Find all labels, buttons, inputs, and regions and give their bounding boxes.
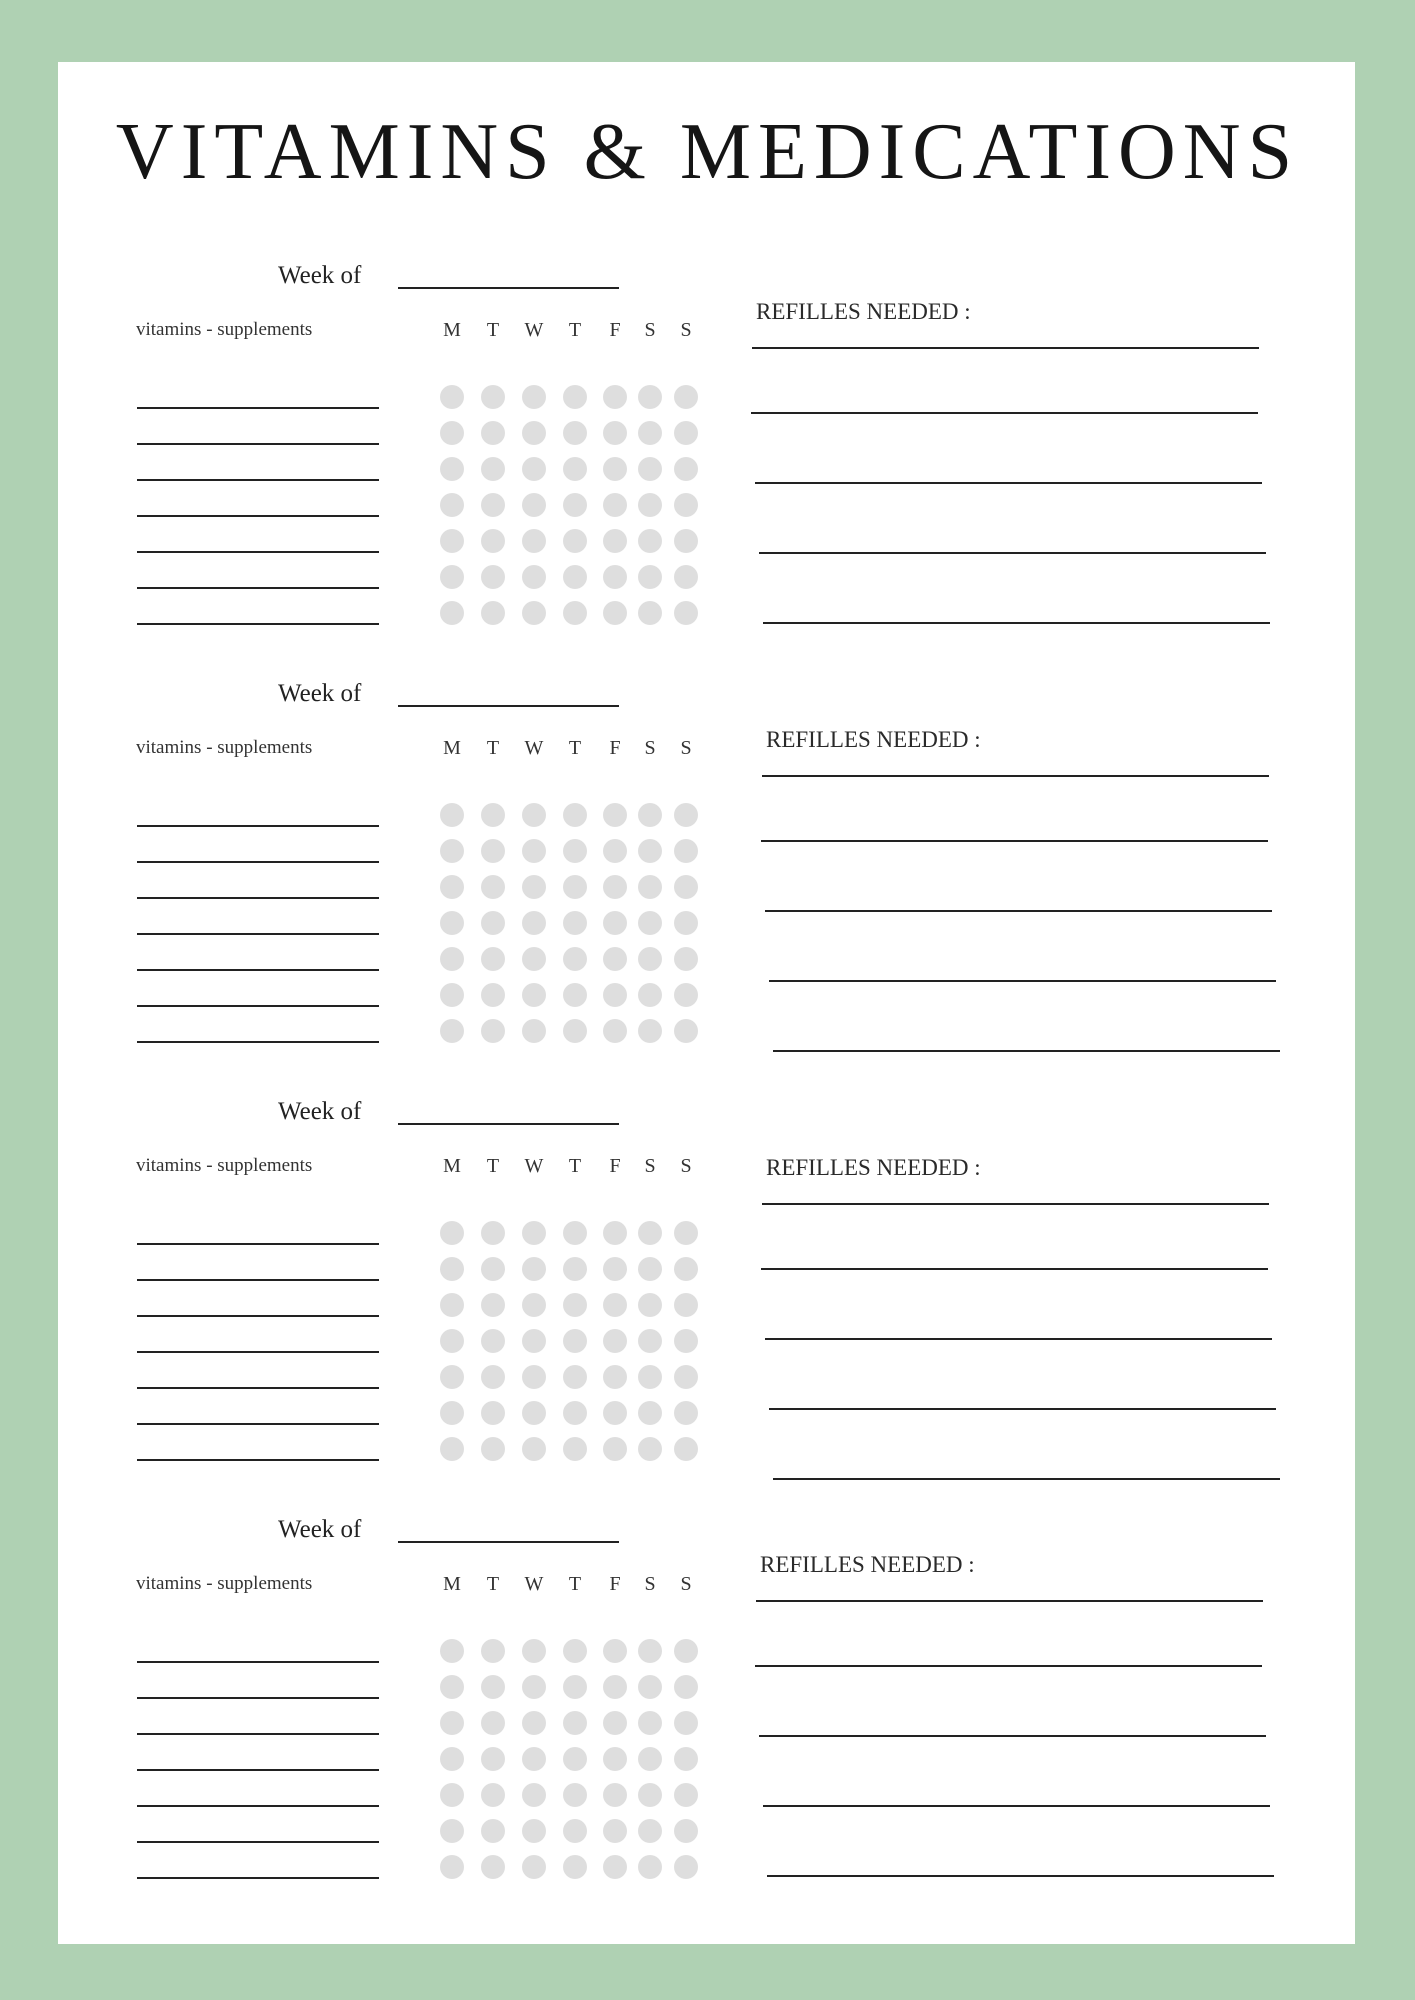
checkoff-dot[interactable]	[603, 1639, 627, 1663]
refill-entry-line[interactable]	[773, 1050, 1280, 1052]
vitamin-entry-line[interactable]	[137, 1805, 379, 1807]
checkoff-dot[interactable]	[522, 875, 546, 899]
vitamin-entry-line[interactable]	[137, 969, 379, 971]
vitamin-entry-line[interactable]	[137, 1697, 379, 1699]
refill-entry-line[interactable]	[759, 552, 1266, 554]
vitamin-entry-line[interactable]	[137, 1661, 379, 1663]
checkoff-dot[interactable]	[603, 983, 627, 1007]
refill-entry-line[interactable]	[767, 1875, 1274, 1877]
checkoff-dot[interactable]	[481, 1365, 505, 1389]
week-section	[0, 1510, 1415, 1910]
day-header: S	[680, 319, 692, 341]
vitamins-header: vitamins - supplements	[136, 1573, 313, 1594]
checkoff-dot[interactable]	[638, 565, 662, 589]
refill-entry-line[interactable]	[769, 1408, 1276, 1410]
vitamin-entry-line[interactable]	[137, 1351, 379, 1353]
checkoff-dot[interactable]	[603, 1437, 627, 1461]
vitamin-entry-line[interactable]	[137, 1877, 379, 1879]
checkoff-dot[interactable]	[638, 385, 662, 409]
vitamin-entry-line[interactable]	[137, 407, 379, 409]
checkoff-dot[interactable]	[522, 1819, 546, 1843]
checkoff-dot[interactable]	[440, 1711, 464, 1735]
vitamin-entry-line[interactable]	[137, 1279, 379, 1281]
vitamin-entry-line[interactable]	[137, 933, 379, 935]
checkoff-dot[interactable]	[674, 1747, 698, 1771]
checkoff-dot[interactable]	[440, 1855, 464, 1879]
checkoff-dot[interactable]	[522, 1855, 546, 1879]
checkoff-dot[interactable]	[563, 1293, 587, 1317]
day-header: S	[644, 1573, 656, 1595]
checkoff-dot[interactable]	[674, 457, 698, 481]
day-header: T	[568, 737, 582, 759]
day-header: F	[609, 737, 621, 759]
checkoff-dot[interactable]	[563, 839, 587, 863]
checkoff-dot[interactable]	[481, 1293, 505, 1317]
checkoff-dot[interactable]	[481, 1401, 505, 1425]
vitamin-entry-line[interactable]	[137, 1733, 379, 1735]
checkoff-dot[interactable]	[638, 803, 662, 827]
checkoff-dot[interactable]	[481, 1257, 505, 1281]
checkoff-dot[interactable]	[563, 1783, 587, 1807]
checkoff-dot[interactable]	[440, 1639, 464, 1663]
checkoff-dot[interactable]	[522, 1783, 546, 1807]
checkoff-dot[interactable]	[563, 1747, 587, 1771]
checkoff-dot[interactable]	[481, 1783, 505, 1807]
checkoff-dot[interactable]	[638, 1257, 662, 1281]
refill-entry-line[interactable]	[761, 840, 1268, 842]
checkoff-dot[interactable]	[522, 1747, 546, 1771]
refills-needed-heading: REFILLES NEEDED :	[766, 1155, 981, 1180]
checkoff-dot[interactable]	[563, 493, 587, 517]
checkoff-dot[interactable]	[603, 911, 627, 935]
checkoff-dot[interactable]	[638, 911, 662, 935]
checkoff-dot[interactable]	[563, 947, 587, 971]
checkoff-dot[interactable]	[638, 1639, 662, 1663]
checkoff-dot[interactable]	[603, 875, 627, 899]
checkoff-dot[interactable]	[603, 1019, 627, 1043]
refill-entry-line[interactable]	[773, 1478, 1280, 1480]
checkoff-dot[interactable]	[674, 1293, 698, 1317]
vitamin-entry-line[interactable]	[137, 1423, 379, 1425]
checkoff-dot[interactable]	[674, 1257, 698, 1281]
checkoff-dot[interactable]	[522, 457, 546, 481]
week-of-label: Week of	[278, 1098, 362, 1125]
refill-entry-line[interactable]	[763, 1805, 1270, 1807]
checkoff-dot[interactable]	[674, 1783, 698, 1807]
checkoff-dot[interactable]	[440, 1401, 464, 1425]
checkoff-dot[interactable]	[674, 1329, 698, 1353]
checkoff-dot[interactable]	[481, 1711, 505, 1735]
checkoff-dot[interactable]	[481, 529, 505, 553]
checkoff-dot[interactable]	[522, 565, 546, 589]
checkoff-dot[interactable]	[603, 565, 627, 589]
checkoff-dot[interactable]	[603, 803, 627, 827]
checkoff-dot[interactable]	[522, 529, 546, 553]
checkoff-dot[interactable]	[638, 1365, 662, 1389]
vitamin-entry-line[interactable]	[137, 587, 379, 589]
vitamin-entry-line[interactable]	[137, 1243, 379, 1245]
checkoff-dot[interactable]	[563, 911, 587, 935]
refills-needed-heading: REFILLES NEEDED :	[756, 299, 971, 324]
refill-entry-line[interactable]	[752, 347, 1259, 349]
checkoff-dot[interactable]	[638, 1819, 662, 1843]
vitamin-entry-line[interactable]	[137, 1005, 379, 1007]
vitamins-header: vitamins - supplements	[136, 319, 313, 340]
checkoff-dot[interactable]	[638, 1329, 662, 1353]
checkoff-dot[interactable]	[603, 1221, 627, 1245]
vitamin-entry-line[interactable]	[137, 1841, 379, 1843]
checkoff-dot[interactable]	[603, 457, 627, 481]
checkoff-dot[interactable]	[522, 1221, 546, 1245]
checkoff-dot[interactable]	[674, 493, 698, 517]
vitamin-entry-line[interactable]	[137, 479, 379, 481]
checkoff-dot[interactable]	[522, 421, 546, 445]
checkoff-dot[interactable]	[638, 1783, 662, 1807]
week-date-field[interactable]	[398, 705, 619, 707]
checkoff-dot[interactable]	[603, 1365, 627, 1389]
checkoff-dot[interactable]	[481, 1747, 505, 1771]
checkoff-dot[interactable]	[603, 1675, 627, 1699]
day-header: W	[524, 1155, 544, 1177]
day-header: M	[443, 319, 461, 341]
checkoff-dot[interactable]	[563, 565, 587, 589]
checkoff-dot[interactable]	[563, 1675, 587, 1699]
vitamin-entry-line[interactable]	[137, 515, 379, 517]
checkoff-dot[interactable]	[674, 529, 698, 553]
checkoff-dot[interactable]	[481, 947, 505, 971]
vitamins-header: vitamins - supplements	[136, 737, 313, 758]
checkoff-dot[interactable]	[563, 875, 587, 899]
day-header: T	[568, 319, 582, 341]
checkoff-dot[interactable]	[522, 601, 546, 625]
vitamin-entry-line[interactable]	[137, 1387, 379, 1389]
checkoff-dot[interactable]	[638, 947, 662, 971]
checkoff-dot[interactable]	[638, 1747, 662, 1771]
checkoff-dot[interactable]	[638, 1293, 662, 1317]
refill-entry-line[interactable]	[756, 1600, 1263, 1602]
checkoff-dot[interactable]	[603, 385, 627, 409]
checkoff-dot[interactable]	[563, 421, 587, 445]
checkoff-dot[interactable]	[481, 1019, 505, 1043]
checkoff-dot[interactable]	[522, 1401, 546, 1425]
checkoff-dot[interactable]	[674, 947, 698, 971]
checkoff-dot[interactable]	[638, 457, 662, 481]
checkoff-dot[interactable]	[603, 1293, 627, 1317]
checkoff-dot[interactable]	[522, 1639, 546, 1663]
checkoff-dot[interactable]	[638, 875, 662, 899]
checkoff-dot[interactable]	[638, 529, 662, 553]
vitamin-entry-line[interactable]	[137, 1769, 379, 1771]
checkoff-dot[interactable]	[440, 1019, 464, 1043]
day-header: M	[443, 737, 461, 759]
day-header: T	[486, 1573, 500, 1595]
checkoff-dot[interactable]	[638, 1855, 662, 1879]
checkoff-dot[interactable]	[522, 1365, 546, 1389]
day-header: S	[680, 1573, 692, 1595]
week-of-label: Week of	[278, 680, 362, 707]
checkoff-dot[interactable]	[522, 1675, 546, 1699]
checkoff-dot[interactable]	[674, 1675, 698, 1699]
week-of-label: Week of	[278, 1516, 362, 1543]
checkoff-dot[interactable]	[563, 1819, 587, 1843]
checkoff-dot[interactable]	[674, 1437, 698, 1461]
day-header: S	[644, 737, 656, 759]
checkoff-dot[interactable]	[674, 601, 698, 625]
checkoff-dot[interactable]	[638, 839, 662, 863]
vitamin-entry-line[interactable]	[137, 551, 379, 553]
checkoff-dot[interactable]	[440, 493, 464, 517]
refill-entry-line[interactable]	[759, 1735, 1266, 1737]
checkoff-dot[interactable]	[522, 1711, 546, 1735]
page-title: VITAMINS & MEDICATIONS	[115, 108, 1300, 196]
checkoff-dot[interactable]	[440, 1747, 464, 1771]
refills-needed-heading: REFILLES NEEDED :	[766, 727, 981, 752]
checkoff-dot[interactable]	[481, 385, 505, 409]
refill-entry-line[interactable]	[751, 412, 1258, 414]
checkoff-dot[interactable]	[481, 457, 505, 481]
checkoff-dot[interactable]	[481, 875, 505, 899]
refill-entry-line[interactable]	[762, 1203, 1269, 1205]
day-header: T	[486, 737, 500, 759]
checkoff-dot[interactable]	[481, 1819, 505, 1843]
checkoff-dot[interactable]	[440, 911, 464, 935]
day-header: F	[609, 1573, 621, 1595]
checkoff-dot[interactable]	[603, 1819, 627, 1843]
checkoff-dot[interactable]	[481, 1639, 505, 1663]
checkoff-dot[interactable]	[603, 1747, 627, 1771]
checkoff-dot[interactable]	[603, 839, 627, 863]
checkoff-dot[interactable]	[522, 1019, 546, 1043]
day-header: T	[486, 1155, 500, 1177]
checkoff-dot[interactable]	[563, 1401, 587, 1425]
checkoff-dot[interactable]	[603, 601, 627, 625]
checkoff-dot[interactable]	[563, 1855, 587, 1879]
checkoff-dot[interactable]	[674, 1019, 698, 1043]
day-header: M	[443, 1155, 461, 1177]
vitamin-entry-line[interactable]	[137, 1041, 379, 1043]
vitamin-entry-line[interactable]	[137, 897, 379, 899]
checkoff-dot[interactable]	[440, 1783, 464, 1807]
checkoff-dot[interactable]	[522, 1257, 546, 1281]
checkoff-dot[interactable]	[522, 385, 546, 409]
checkoff-dot[interactable]	[481, 839, 505, 863]
checkoff-dot[interactable]	[563, 1437, 587, 1461]
day-header: T	[568, 1573, 582, 1595]
checkoff-dot[interactable]	[481, 1437, 505, 1461]
checkoff-dot[interactable]	[440, 1257, 464, 1281]
vitamins-header: vitamins - supplements	[136, 1155, 313, 1176]
checkoff-dot[interactable]	[603, 947, 627, 971]
checkoff-dot[interactable]	[481, 911, 505, 935]
checkoff-dot[interactable]	[674, 1365, 698, 1389]
checkoff-dot[interactable]	[440, 1221, 464, 1245]
checkoff-dot[interactable]	[522, 1293, 546, 1317]
day-header: M	[443, 1573, 461, 1595]
checkoff-dot[interactable]	[440, 1365, 464, 1389]
checkoff-dot[interactable]	[603, 529, 627, 553]
refill-entry-line[interactable]	[769, 980, 1276, 982]
week-section	[0, 674, 1415, 1074]
week-of-label: Week of	[278, 262, 362, 289]
day-header: S	[644, 319, 656, 341]
checkoff-dot[interactable]	[481, 601, 505, 625]
checkoff-dot[interactable]	[481, 565, 505, 589]
checkoff-dot[interactable]	[638, 1437, 662, 1461]
week-date-field[interactable]	[398, 287, 619, 289]
checkoff-dot[interactable]	[674, 1711, 698, 1735]
checkoff-dot[interactable]	[440, 1329, 464, 1353]
checkoff-dot[interactable]	[440, 421, 464, 445]
day-header: F	[609, 319, 621, 341]
checkoff-dot[interactable]	[440, 1675, 464, 1699]
checkoff-dot[interactable]	[440, 1819, 464, 1843]
refills-needed-heading: REFILLES NEEDED :	[760, 1552, 975, 1577]
refill-entry-line[interactable]	[762, 775, 1269, 777]
checkoff-dot[interactable]	[674, 803, 698, 827]
checkoff-dot[interactable]	[603, 1401, 627, 1425]
checkoff-dot[interactable]	[440, 947, 464, 971]
checkoff-dot[interactable]	[522, 947, 546, 971]
checkoff-dot[interactable]	[440, 601, 464, 625]
checkoff-dot[interactable]	[522, 911, 546, 935]
checkoff-dot[interactable]	[603, 1855, 627, 1879]
checkoff-dot[interactable]	[563, 803, 587, 827]
checkoff-dot[interactable]	[563, 1257, 587, 1281]
checkoff-dot[interactable]	[603, 493, 627, 517]
checkoff-dot[interactable]	[440, 565, 464, 589]
checkoff-dot[interactable]	[481, 421, 505, 445]
checkoff-dot[interactable]	[440, 385, 464, 409]
checkoff-dot[interactable]	[440, 839, 464, 863]
day-header: T	[486, 319, 500, 341]
checkoff-dot[interactable]	[563, 1639, 587, 1663]
checkoff-dot[interactable]	[638, 601, 662, 625]
checkoff-dot[interactable]	[674, 565, 698, 589]
refill-entry-line[interactable]	[765, 1338, 1272, 1340]
checkoff-dot[interactable]	[563, 1711, 587, 1735]
day-header: T	[568, 1155, 582, 1177]
refill-entry-line[interactable]	[761, 1268, 1268, 1270]
checkoff-dot[interactable]	[481, 1855, 505, 1879]
checkoff-dot[interactable]	[563, 983, 587, 1007]
checkoff-dot[interactable]	[563, 601, 587, 625]
checkoff-dot[interactable]	[440, 457, 464, 481]
checkoff-dot[interactable]	[563, 1329, 587, 1353]
vitamin-entry-line[interactable]	[137, 861, 379, 863]
vitamin-entry-line[interactable]	[137, 1315, 379, 1317]
checkoff-dot[interactable]	[522, 803, 546, 827]
checkoff-dot[interactable]	[674, 1639, 698, 1663]
checkoff-dot[interactable]	[638, 1675, 662, 1699]
checkoff-dot[interactable]	[638, 493, 662, 517]
checkoff-dot[interactable]	[440, 1437, 464, 1461]
checkoff-dot[interactable]	[440, 803, 464, 827]
checkoff-dot[interactable]	[603, 1329, 627, 1353]
checkoff-dot[interactable]	[563, 385, 587, 409]
checkoff-dot[interactable]	[522, 839, 546, 863]
checkoff-dot[interactable]	[603, 1783, 627, 1807]
refill-entry-line[interactable]	[755, 1665, 1262, 1667]
checkoff-dot[interactable]	[481, 1221, 505, 1245]
checkoff-dot[interactable]	[603, 1711, 627, 1735]
day-header: W	[524, 737, 544, 759]
checkoff-dot[interactable]	[638, 1019, 662, 1043]
checkoff-dot[interactable]	[674, 385, 698, 409]
week-date-field[interactable]	[398, 1123, 619, 1125]
refill-entry-line[interactable]	[755, 482, 1262, 484]
week-date-field[interactable]	[398, 1541, 619, 1543]
day-header: F	[609, 1155, 621, 1177]
day-header: S	[644, 1155, 656, 1177]
checkoff-dot[interactable]	[440, 983, 464, 1007]
checkoff-dot[interactable]	[674, 421, 698, 445]
checkoff-dot[interactable]	[638, 1711, 662, 1735]
checkoff-dot[interactable]	[563, 529, 587, 553]
vitamin-entry-line[interactable]	[137, 825, 379, 827]
checkoff-dot[interactable]	[674, 1855, 698, 1879]
checkoff-dot[interactable]	[638, 421, 662, 445]
checkoff-dot[interactable]	[674, 983, 698, 1007]
checkoff-dot[interactable]	[638, 1221, 662, 1245]
checkoff-dot[interactable]	[603, 421, 627, 445]
checkoff-dot[interactable]	[481, 493, 505, 517]
checkoff-dot[interactable]	[674, 875, 698, 899]
day-header: W	[524, 319, 544, 341]
checkoff-dot[interactable]	[522, 1329, 546, 1353]
checkoff-dot[interactable]	[563, 1365, 587, 1389]
checkoff-dot[interactable]	[563, 1221, 587, 1245]
checkoff-dot[interactable]	[674, 1221, 698, 1245]
checkoff-dot[interactable]	[563, 1019, 587, 1043]
day-header: W	[524, 1573, 544, 1595]
refill-entry-line[interactable]	[765, 910, 1272, 912]
vitamin-entry-line[interactable]	[137, 443, 379, 445]
checkoff-dot[interactable]	[638, 1401, 662, 1425]
checkoff-dot[interactable]	[674, 839, 698, 863]
week-section	[0, 1092, 1415, 1492]
checkoff-dot[interactable]	[481, 803, 505, 827]
week-section	[0, 256, 1415, 656]
vitamin-entry-line[interactable]	[137, 1459, 379, 1461]
checkoff-dot[interactable]	[674, 1401, 698, 1425]
day-header: S	[680, 737, 692, 759]
checkoff-dot[interactable]	[522, 1437, 546, 1461]
checkoff-dot[interactable]	[440, 529, 464, 553]
refill-entry-line[interactable]	[763, 622, 1270, 624]
checkoff-dot[interactable]	[563, 457, 587, 481]
checkoff-dot[interactable]	[603, 1257, 627, 1281]
checkoff-dot[interactable]	[674, 911, 698, 935]
checkoff-dot[interactable]	[674, 1819, 698, 1843]
day-header: S	[680, 1155, 692, 1177]
vitamin-entry-line[interactable]	[137, 623, 379, 625]
checkoff-dot[interactable]	[481, 1329, 505, 1353]
checkoff-dot[interactable]	[522, 983, 546, 1007]
checkoff-dot[interactable]	[440, 875, 464, 899]
checkoff-dot[interactable]	[481, 983, 505, 1007]
checkoff-dot[interactable]	[440, 1293, 464, 1317]
checkoff-dot[interactable]	[638, 983, 662, 1007]
checkoff-dot[interactable]	[481, 1675, 505, 1699]
checkoff-dot[interactable]	[522, 493, 546, 517]
